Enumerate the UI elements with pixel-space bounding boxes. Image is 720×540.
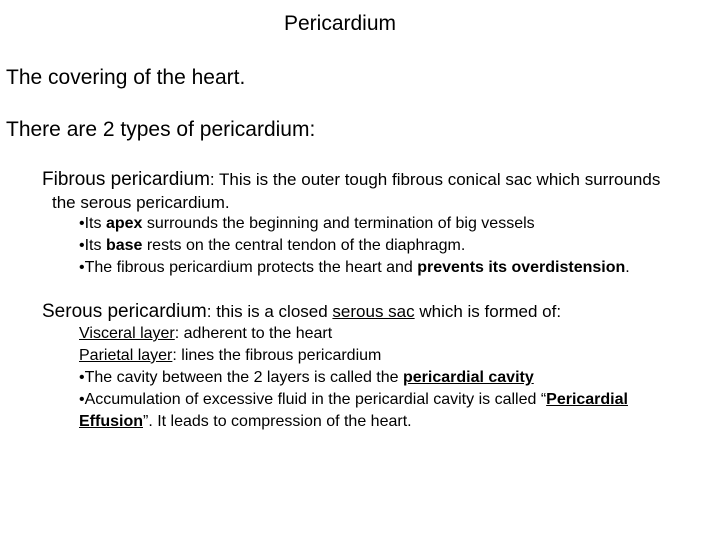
fibrous-desc: : This is the outer tough fibrous conical sac which surrounds [209, 170, 661, 189]
fibrous-definition [42, 169, 660, 191]
fibrous-base-item: •Its base rests on the central tendon of the diaphragm. [79, 237, 466, 254]
intro-text: The covering of the heart. [6, 66, 246, 89]
effusion-term-b: Effusion [79, 413, 143, 430]
slide-title: Pericardium [283, 12, 397, 35]
serous-definition: Serous pericardium: this is a closed serous sac which is formed of: [42, 301, 562, 322]
visceral-layer-item: Visceral layer: adherent to the heart [79, 325, 333, 342]
fibrous-apex-item: •Its apex surrounds the beginning and termination of big vessels [79, 215, 535, 232]
fibrous-heading: Fibrous pericardium [42, 169, 210, 190]
pericardial-cavity-term: pericardial cavity [403, 369, 534, 386]
effusion-term-a: Pericardial [546, 391, 628, 408]
fibrous-protects-item: •The fibrous pericardium protects the heart and prevents its overdistension. [79, 259, 630, 276]
serous-sac-term: serous sac [332, 302, 415, 321]
types-heading: There are 2 types of pericardium: [6, 118, 316, 141]
serous-heading: Serous pericardium [42, 301, 207, 322]
effusion-item-cont: Effusion”. It leads to compression of the heart. [79, 413, 412, 430]
pericardial-cavity-item: •The cavity between the 2 layers is called the pericardial cavity [79, 369, 534, 386]
fibrous-desc-cont: the serous pericardium. [52, 193, 230, 212]
parietal-layer-term: Parietal layer [79, 347, 173, 364]
visceral-layer-term: Visceral layer [79, 325, 175, 342]
effusion-item: •Accumulation of excessive fluid in the pericardial cavity is called “Pericardial [79, 391, 628, 408]
parietal-layer-item: Parietal layer: lines the fibrous pericardium [79, 347, 382, 364]
